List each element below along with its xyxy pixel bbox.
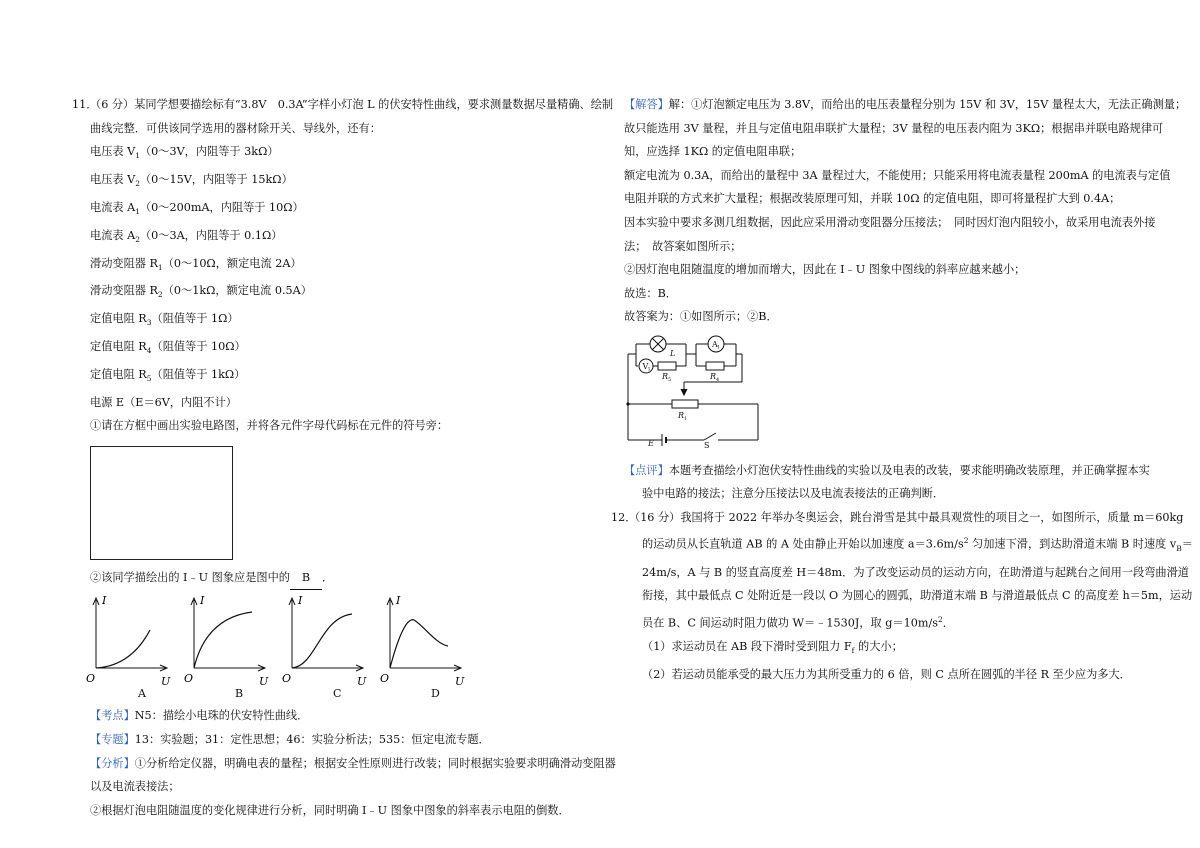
jieda-line3: 知，应选择 1KΩ 的定值电阻串联； — [624, 145, 802, 159]
fenxi-line2: 以及电流表接法； — [90, 780, 180, 794]
q12-line1: 12．（16 分）我国将于 2022 年举办冬奥运会，跳台滑雪是其中最具观赏性的项目之一，如图所示，质量 m＝60kg — [611, 510, 1184, 524]
jieda-line10: 故答案为：①如图所示；②B． — [624, 310, 778, 324]
ammeter-symbol: A — [712, 339, 718, 349]
source-label: E — [648, 438, 654, 448]
fenxi-line1: 【分析】①分析给定仪器，明确电表的量程；根据安全性原则进行改装；同时根据实验要求明确滑动变阻器 — [90, 756, 616, 770]
answer-blank: B — [290, 566, 322, 591]
graph-a — [86, 590, 172, 692]
kaodian: 【考点】N5：描绘小电珠的伏安特性曲线． — [90, 709, 309, 723]
axis-u-label: U — [357, 675, 367, 689]
lamp-label: L — [670, 348, 676, 358]
q12-line4: 衔接，其中最低点 C 处附近是一段以 O 为圆心的圆弧，助滑道末端 B 与滑道最低点 C 的高度差 h＝5m，运动 — [642, 589, 1193, 603]
equipment-item: 电流表 $A_1(0\sim 200mA$，内阻等于 10Ω） — [90, 200, 304, 217]
r4-label: R — [710, 371, 717, 381]
equipment-item: 电压表 $V_2(0\sim 15V$，内阻等于 15kΩ） — [90, 173, 293, 189]
graph-label-b: B — [235, 687, 244, 701]
jieda-line7: 法； 故答案如图所示； — [624, 239, 742, 253]
origin-label: O — [184, 672, 194, 686]
origin-label: O — [282, 672, 292, 686]
equipment-item: 电压表 $V_1(0\sim 3V$，内阻等于 3kΩ） — [90, 145, 279, 161]
axis-i-label: I — [298, 594, 303, 608]
equipment-item: 定值电阻 $R_5$（阻值等于 1kΩ） — [90, 367, 246, 384]
q12-line2: 的运动员从长直轨道 AB 的 A 处由静止开始以加速度 $a=3.6m/s^2$ 匀加速下滑，到达助滑道末端 B 时速度 $v_B=$ — [642, 536, 1193, 554]
voltmeter-symbol: V — [642, 361, 649, 371]
q11-stem-line2: 曲线完整．可供该同学选用的器材除开关、导线外，还有： — [90, 121, 381, 135]
r5-label: R — [662, 371, 669, 381]
jieda-line4: 额定电流为 0.3A，而给出的量程中 3A 量程过大，不能使用；只能采用将电流表量程 200mA 的电流表与定值 — [624, 168, 1171, 182]
jieda-line6: 因本实验中要求多测几组数据，因此应采用滑动变阻器分压接法； 同时因灯泡内阻较小，故采用电流表外接 — [624, 215, 1156, 229]
dianping-line2: 验中电路的接法；注意分压接法以及电流表接法的正确判断． — [642, 487, 945, 501]
equipment-item: 电流表 $A_2(0\sim 3A$，内阻等于 0.1Ω） — [90, 228, 283, 244]
graph-label-c: C — [333, 687, 342, 701]
jieda-line5: 电阻并联的方式来扩大量程；根据改装原理可知，并联 10Ω 的定值电阻，即可将量程扩大到 0.4A； — [624, 192, 1121, 206]
svg-text:5: 5 — [668, 376, 672, 383]
r1-label: R — [678, 410, 685, 420]
graph-c — [282, 590, 368, 692]
svg-text:1: 1 — [717, 344, 721, 351]
origin-label: O — [380, 672, 390, 686]
equipment-item: 定值电阻 $R_3$（阻值等于 1Ω） — [90, 312, 239, 328]
graph-label-d: D — [431, 687, 440, 701]
jieda-line8: ②因灯泡电阻随温度的增加而增大，因此在 I﹣U 图象中图线的斜率应越来越小； — [624, 263, 1026, 277]
right-column — [611, 93, 1193, 687]
axis-u-label: U — [259, 675, 269, 689]
axis-u-label: U — [161, 675, 171, 689]
switch-label: S — [704, 440, 710, 448]
equipment-item: 滑动变阻器 $R_1(0\sim 10\Omega$，额定电流 2A） — [90, 256, 302, 272]
origin-label: O — [86, 672, 96, 686]
svg-text:1: 1 — [647, 366, 651, 373]
svg-text:1: 1 — [684, 415, 688, 422]
axis-i-label: I — [200, 594, 205, 608]
q12-line5: 员在 B、C 间运动时阻力做功 W＝﹣1530J，取 $g=10m/s^2$． — [642, 615, 954, 630]
graph-label-a: A — [138, 687, 146, 701]
q11-stem-line1: 11．（6 分）某同学想要描绘标有“3.8V 0.3A”字样小灯泡 L 的伏安特性曲线，要求测量数据尽量精确、绘制 — [72, 98, 614, 111]
zhuanti: 【专题】13：实验题；31：定性思想；46：实验分析法；535：恒定电流专题． — [90, 733, 490, 747]
q11-part1: ①请在方框中画出实验电路图，并将各元件字母代码标在元件的符号旁： — [90, 419, 449, 433]
circuit-diagram — [624, 332, 764, 448]
q12-sub1: （1）求运动员在 AB 段下滑时受到阻力 $F_f$ 的大小； — [642, 640, 903, 656]
graph-b — [184, 590, 270, 692]
equipment-item: 滑动变阻器 $R_2(0\sim 1k\Omega$，额定电流 0.5A） — [90, 284, 312, 300]
axis-i-label: I — [102, 594, 107, 608]
axis-i-label: I — [396, 594, 401, 608]
power-source: 电源 E（E＝6V，内阻不计） — [90, 395, 237, 409]
equipment-item: 定值电阻 $R_4$（阻值等于 10Ω） — [90, 339, 246, 356]
jieda-line1: 【解答】解：①灯泡额定电压为 3.8V，而给出的电压表量程分别为 15V 和 3V，15V 量程太大，无法正确测量； — [624, 98, 1187, 111]
jieda-line9: 故选：B． — [624, 286, 677, 300]
jieda-line2: 故只能选用 3V 量程，并且与定值电阻串联扩大量程；3V 量程的电压表内阻为 3KΩ；根据串并联电路规律可 — [624, 121, 1164, 135]
answer-drawing-box — [90, 446, 233, 560]
q12-line3: 24m/s，A 与 B 的竖直高度差 H＝48m．为了改变运动员的运动方向，在助滑道与起跳台之间用一段弯曲滑道 — [642, 565, 1189, 579]
axis-u-label: U — [455, 675, 465, 689]
dianping-line1: 【点评】本题考查描绘小灯泡伏安特性曲线的实验以及电表的改装，要求能明确改装原理，并正确掌握本实 — [624, 463, 1150, 477]
fenxi-line3: ②根据灯泡电阻随温度的变化规律进行分析，同时明确 I﹣U 图象中图象的斜率表示电阻的倒数． — [90, 803, 570, 817]
iu-graphs — [86, 590, 592, 701]
q11-part2: ②该同学描绘出的 I﹣U 图象应是图中的 B ． — [72, 566, 592, 591]
left-column — [72, 93, 616, 822]
svg-text:4: 4 — [716, 376, 720, 383]
q12-sub2: （2）若运动员能承受的最大压力为其所受重力的 6 倍，则 C 点所在圆弧的半径 R 至少应为多大． — [642, 668, 1131, 682]
graph-d — [380, 590, 466, 692]
